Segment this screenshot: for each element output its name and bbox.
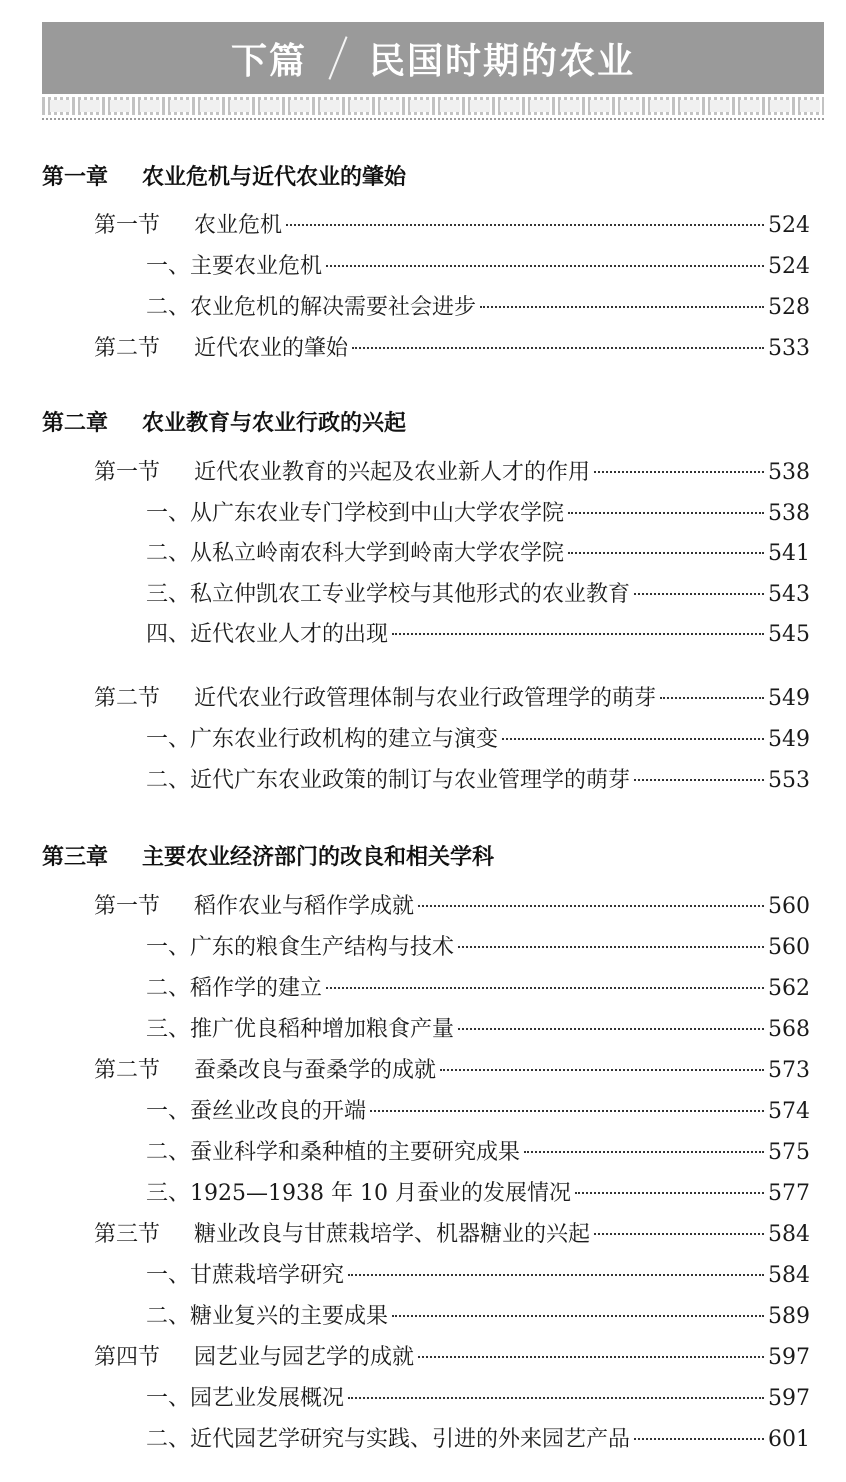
toc-subsection[interactable] [146,1381,810,1412]
entry-title: 三、1925—1938 年 10 月蚕业的发展情况 [146,1181,571,1206]
chapter-heading[interactable] [42,840,494,871]
page-number: 597 [768,1345,810,1370]
dot-leader [634,779,764,781]
toc-subsection[interactable] [146,1094,810,1125]
dot-leader [480,306,764,308]
page-number: 574 [768,1099,810,1124]
dot-leader [458,1028,764,1030]
entry-title: 农业危机 [194,213,283,238]
section-number: 第一节 [94,460,161,485]
toc-subsection[interactable] [146,536,810,567]
page-number: 524 [768,213,810,238]
page-number: 589 [768,1304,810,1329]
page-number: 597 [768,1386,810,1411]
toc-subsection[interactable] [146,722,810,753]
dot-leader [440,1069,764,1071]
entry-title: 一、蚕丝业改良的开端 [146,1099,367,1124]
toc-subsection[interactable] [146,1258,810,1289]
part-banner [42,22,824,94]
entry-title: 一、主要农业危机 [146,254,323,279]
page-number: 549 [768,727,810,752]
page-number: 538 [768,460,810,485]
entry-title: 近代农业的肇始 [194,336,349,361]
entry-title: 二、蚕业科学和桑种植的主要研究成果 [146,1140,521,1165]
decorative-border-pattern [42,100,824,112]
section-number: 第二节 [94,1058,161,1083]
chapter-heading[interactable] [42,406,406,437]
toc-section[interactable] [94,681,810,712]
section-number: 第一节 [94,894,161,919]
dot-leader [348,1274,764,1276]
section-number: 第二节 [94,686,161,711]
entry-title: 三、推广优良稻种增加粮食产量 [146,1017,455,1042]
chapter-title: 主要农业经济部门的改良和相关学科 [142,845,495,870]
toc-section[interactable] [94,1340,810,1371]
dot-leader [594,1233,764,1235]
dot-leader [326,987,764,989]
chapter-heading[interactable] [42,160,406,191]
toc-section[interactable] [94,208,810,239]
dot-leader [660,697,764,699]
entry-title: 二、近代园艺学研究与实践、引进的外来园艺产品 [146,1427,631,1452]
entry-title: 园艺业与园艺学的成就 [194,1345,415,1370]
dot-leader [348,1397,764,1399]
toc-section[interactable] [94,1053,810,1084]
page-number: 528 [768,295,810,320]
page-number: 584 [768,1222,810,1247]
entry-title: 糖业改良与甘蔗栽培学、机器糖业的兴起 [194,1222,591,1247]
toc-subsection[interactable] [146,1012,810,1043]
entry-title: 近代农业行政管理体制与农业行政管理学的萌芽 [194,686,657,711]
dot-leader [634,593,764,595]
toc-section[interactable] [94,331,810,362]
toc-subsection[interactable] [146,496,810,527]
toc-subsection[interactable] [146,971,810,1002]
dot-leader [524,1151,764,1153]
chapter-number: 第一章 [42,165,109,190]
dot-leader [286,224,764,226]
entry-title: 一、从广东农业专门学校到中山大学农学院 [146,501,565,526]
page-number: 575 [768,1140,810,1165]
entry-title: 二、稻作学的建立 [146,976,323,1001]
dot-leader [370,1110,764,1112]
entry-title: 一、甘蔗栽培学研究 [146,1263,345,1288]
dot-leader [392,1315,764,1317]
page-number: 568 [768,1017,810,1042]
part-title: 民国时期的农业 [369,40,636,82]
entry-title: 三、私立仲凯农工专业学校与其他形式的农业教育 [146,582,631,607]
entry-title: 稻作农业与稻作学成就 [194,894,415,919]
entry-title: 蚕桑改良与蚕桑学的成就 [194,1058,437,1083]
dot-leader [568,512,764,514]
page-number: 533 [768,336,810,361]
dot-leader [326,265,764,267]
toc-section[interactable] [94,1217,810,1248]
toc-subsection[interactable] [146,1176,810,1207]
page-number: 584 [768,1263,810,1288]
dot-leader [418,1356,764,1358]
entry-title: 一、园艺业发展概况 [146,1386,345,1411]
section-number: 第二节 [94,336,161,361]
entry-title: 二、糖业复兴的主要成果 [146,1304,389,1329]
chapter-number: 第二章 [42,411,109,436]
dot-leader [594,471,764,473]
chapter-number: 第三章 [42,845,109,870]
dot-leader [502,738,764,740]
chapter-title: 农业教育与农业行政的兴起 [142,411,407,436]
entry-title: 四、近代农业人才的出现 [146,622,389,647]
entry-title: 二、从私立岭南农科大学到岭南大学农学院 [146,541,565,566]
entry-title: 二、近代广东农业政策的制订与农业管理学的萌芽 [146,768,631,793]
toc-subsection[interactable] [146,930,810,961]
dot-leader [458,946,764,948]
entry-title: 近代农业教育的兴起及农业新人才的作用 [194,460,591,485]
page-number: 553 [768,768,810,793]
dot-leader [634,1438,764,1440]
section-number: 第四节 [94,1345,161,1370]
page-number: 560 [768,894,810,919]
toc-subsection[interactable] [146,617,810,648]
border-dotted-line [42,118,824,120]
page-number: 524 [768,254,810,279]
page-number: 538 [768,501,810,526]
page-number: 543 [768,582,810,607]
section-number: 第一节 [94,213,161,238]
dot-leader [392,633,764,635]
title-divider [328,36,347,79]
page-number: 541 [768,541,810,566]
page-number: 577 [768,1181,810,1206]
toc-subsection[interactable] [146,763,810,794]
entry-title: 一、广东农业行政机构的建立与演变 [146,727,499,752]
section-number: 第三节 [94,1222,161,1247]
toc-subsection[interactable] [146,1422,810,1453]
dot-leader [352,347,764,349]
page-number: 545 [768,622,810,647]
page-number: 573 [768,1058,810,1083]
page-number: 562 [768,976,810,1001]
toc-subsection[interactable] [146,577,810,608]
page-number: 601 [768,1427,810,1452]
dot-leader [418,905,764,907]
entry-title: 一、广东的粮食生产结构与技术 [146,935,455,960]
toc-subsection[interactable] [146,290,810,321]
page-number: 560 [768,935,810,960]
dot-leader [568,552,764,554]
page-number: 549 [768,686,810,711]
toc-section[interactable] [94,889,810,920]
toc-subsection[interactable] [146,1299,810,1330]
part-label: 下篇 [230,40,307,82]
entry-title: 二、农业危机的解决需要社会进步 [146,295,477,320]
toc-subsection[interactable] [146,249,810,280]
chapter-title: 农业危机与近代农业的肇始 [142,165,407,190]
toc-subsection[interactable] [146,1135,810,1166]
toc-section[interactable] [94,455,810,486]
dot-leader [575,1192,764,1194]
